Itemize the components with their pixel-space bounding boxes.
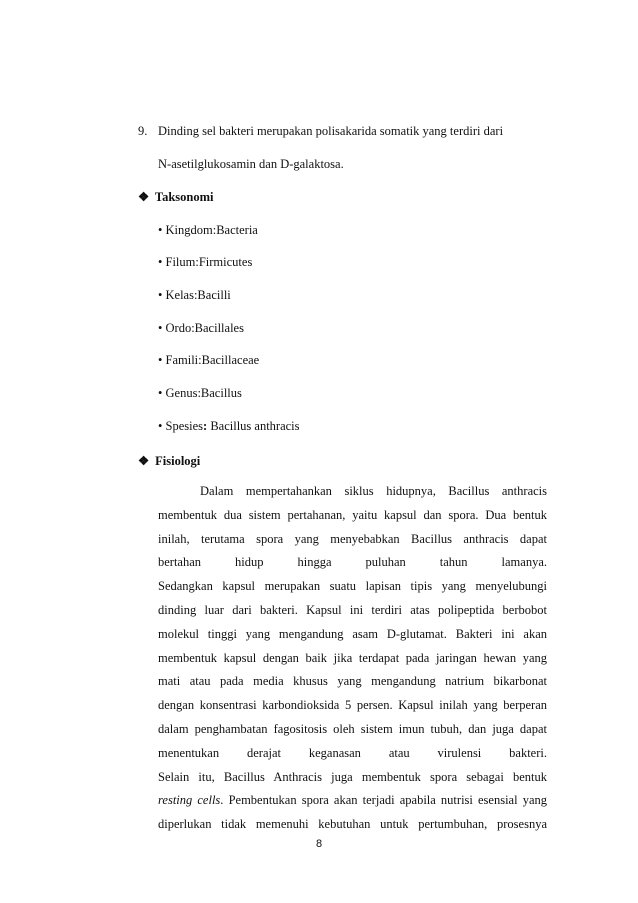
para-line: resting cells. Pembentukan spora akan terjadi apabila nutrisi esensial yang bbox=[158, 793, 548, 808]
spesies-label: • Spesies bbox=[158, 419, 204, 433]
para-line: mati atau pada media khusus yang mengandung natrium bikarbonat bbox=[158, 674, 547, 689]
para-line: molekul tinggi yang mengandung asam D-glutamat. Bakteri ini akan bbox=[158, 626, 547, 641]
para-line: menentukan derajat keganasan atau virulensi bakteri. bbox=[158, 745, 547, 760]
para-line: membentuk dua sistem pertahanan, yaitu kapsul dan spora. Dua bentuk bbox=[158, 507, 547, 522]
taxonomy-item: • Filum:Firmicutes bbox=[158, 255, 253, 269]
para-line: Sedangkan kapsul merupakan suatu lapisan tipis yang menyelubungi bbox=[158, 579, 547, 594]
taksonomi-heading: Taksonomi bbox=[154, 190, 214, 204]
spesies-colon: : bbox=[203, 419, 208, 433]
para-line: dalam penghambatan fagositosis oleh sistem imun tubuh, dan juga dapat bbox=[158, 721, 547, 736]
item9-line1: Dinding sel bakteri merupakan polisakarida somatik yang terdiri dari bbox=[158, 124, 504, 138]
item9-line2: N-asetilglukosamin dan D-galaktosa. bbox=[158, 157, 344, 171]
taxonomy-item: • Kingdom:Bacteria bbox=[158, 223, 258, 237]
fisiologi-paragraph bbox=[158, 480, 547, 837]
taxonomy-item: • Genus:Bacillus bbox=[158, 386, 242, 400]
diamond-bullet-icon: ❖ bbox=[138, 454, 150, 468]
fisiologi-heading: Fisiologi bbox=[155, 454, 201, 468]
taxonomy-item: • Famili:Bacillaceae bbox=[158, 353, 260, 367]
taxonomy-item-spesies bbox=[158, 419, 300, 434]
spesies-value: Bacillus anthracis bbox=[207, 419, 300, 433]
para-line: dinding luar dari bakteri. Kapsul ini terdiri atas polipeptida berbobot bbox=[158, 602, 547, 617]
italic-term: resting cells bbox=[158, 793, 221, 808]
para-line: membentuk kapsul dengan baik jika terdapat pada jaringan hewan yang bbox=[158, 650, 547, 665]
para-line: bertahan hidup hingga puluhan tahun lamanya. bbox=[158, 555, 547, 570]
taxonomy-item: • Ordo:Bacillales bbox=[158, 321, 244, 335]
para-line: Dalam mempertahankan siklus hidupnya, Bacillus anthracis bbox=[200, 484, 547, 498]
diamond-bullet-icon: ❖ bbox=[138, 190, 150, 204]
para-line: inilah, terutama spora yang menyebabkan Bacillus anthracis dapat bbox=[158, 531, 547, 546]
fisiologi-heading-row bbox=[138, 453, 200, 469]
taxonomy-item: • Kelas:Bacilli bbox=[158, 288, 231, 302]
para-line: dengan konsentrasi karbondioksida 5 persen. Kapsul inilah yang berperan bbox=[158, 698, 547, 713]
para-line: diperlukan tidak memenuhi kebutuhan untuk pertumbuhan, prosesnya bbox=[158, 817, 547, 832]
page-number: 8 bbox=[315, 838, 323, 850]
para-line: Selain itu, Bacillus Anthracis juga membentuk spora sebagai bentuk bbox=[158, 769, 547, 784]
list-number: 9. bbox=[138, 124, 148, 138]
taksonomi-heading-row bbox=[138, 189, 214, 205]
